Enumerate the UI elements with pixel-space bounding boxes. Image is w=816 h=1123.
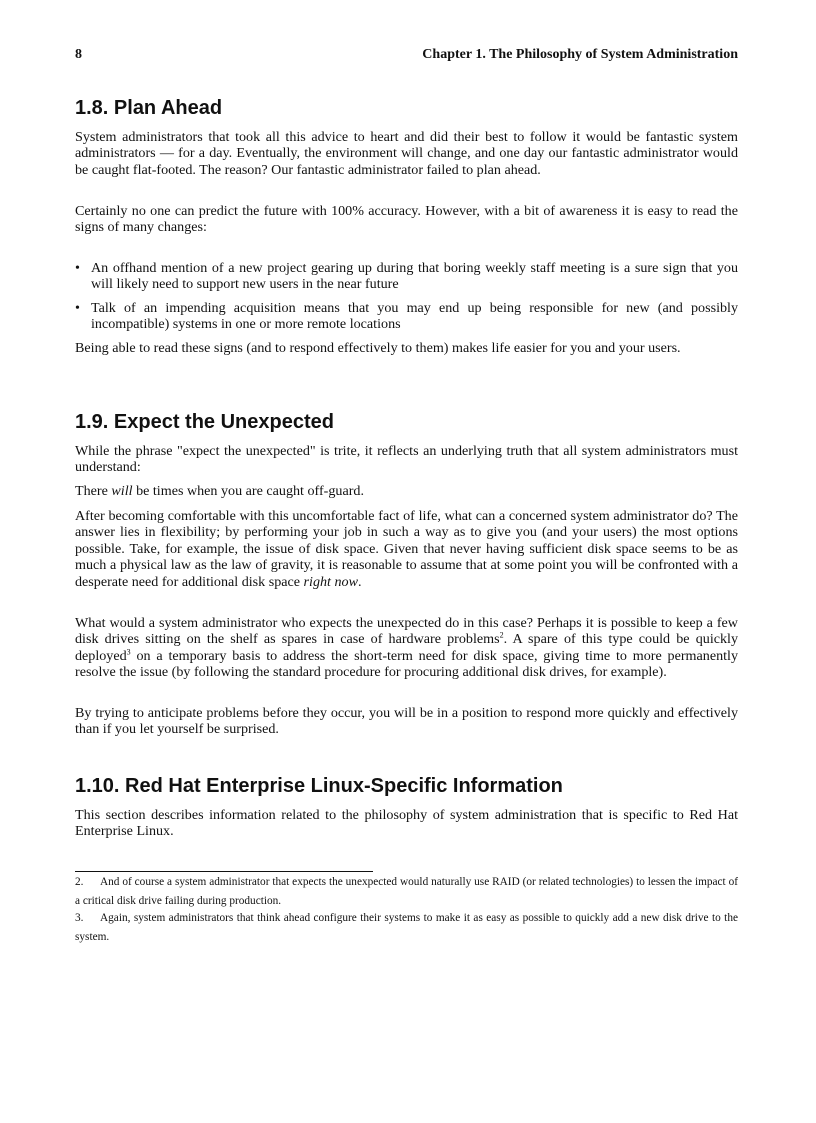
section-heading-rhel-specific: 1.10. Red Hat Enterprise Linux-Specific Information: [75, 775, 563, 797]
footnote-number: 3.: [75, 912, 84, 924]
paragraph: Being able to read these signs (and to respond effectively to them) makes life easier for you and your users.: [75, 340, 681, 356]
document-page: [75, 0, 738, 1123]
bullet-icon: •: [75, 260, 80, 276]
text-run: . A spare of this type could be quickly deployed: [75, 631, 739, 664]
footnote-text: Again, system administrators that think ahead configure their systems to make it as easy as possible to quickly add a new disk drive to the system.: [75, 912, 738, 943]
section-heading-plan-ahead: 1.8. Plan Ahead: [75, 97, 223, 119]
bullet-list: [75, 260, 738, 340]
list-item: [75, 260, 738, 293]
footnote-ref[interactable]: 3: [126, 647, 131, 657]
paragraph: [75, 508, 738, 590]
list-item-text: Talk of an impending acquisition means that you may end up being responsible for new (and possibly incompatible) systems in one or more remote locations: [91, 299, 738, 333]
page-number: 8: [75, 47, 82, 62]
text-run: be times when you are caught off-guard.: [132, 483, 364, 499]
text-run: There: [75, 483, 112, 499]
bullet-icon: •: [75, 299, 80, 316]
text-run: What would a system administrator who expects the unexpected do in this case? Perhaps it is possible to keep a few disk drives sitting on the shelf as spares in case of hardware problems: [75, 615, 738, 648]
list-item-text: An offhand mention of a new project gearing up during that boring weekly staff meeting is a sure sign that you will likely need to support new users in the near future: [91, 260, 738, 293]
list-item: [75, 300, 738, 333]
section-heading-expect-unexpected: 1.9. Expect the Unexpected: [75, 411, 334, 433]
footnote-number: 2.: [75, 876, 84, 888]
paragraph: While the phrase "expect the unexpected" is trite, it reflects an underlying truth that all system administrators must understand:: [75, 443, 738, 476]
paragraph: This section describes information related to the philosophy of system administration that is specific to Red Hat Enterprise Linux.: [75, 807, 738, 840]
paragraph: Certainly no one can predict the future with 100% accuracy. However, with a bit of awareness it is easy to read the signs of many changes:: [75, 203, 738, 236]
paragraph: System administrators that took all this advice to heart and did their best to follow it would be fantastic system administrators — for a day. Eventually, the environment will change, and one day our fantastic administrator would be caught flat-footed. The reason? Our fantastic administrator failed to plan ahead.: [75, 129, 738, 178]
emphasis: right now: [303, 573, 358, 590]
running-header: [75, 47, 738, 67]
footnote: [75, 873, 738, 911]
footnote-ref[interactable]: 2: [499, 630, 504, 640]
text-run: on a temporary basis to address the short-term need for disk space, giving time to more permanently resolve the issue (by following the standard procedure for procuring additional disk drives, for example).: [75, 647, 738, 681]
paragraph: By trying to anticipate problems before they occur, you will be in a position to respond more quickly and effectively than if you let yourself be surprised.: [75, 705, 738, 738]
footnote: [75, 909, 738, 947]
paragraph: [75, 615, 738, 681]
text-run: After becoming comfortable with this uncomfortable fact of life, what can a concerned system administrator do? The answer lies in flexibility; by performing your job in such a way as to give you (and your users) the most options possible. Take, for example, the issue of disk space. Given that never having sufficient disk space seems to be as much a physical law as the law of gravity, it is reasonable to assume that at some point you will be confronted with a desperate need for additional disk space: [75, 508, 738, 590]
text-run: .: [357, 573, 362, 590]
footnote-divider: [75, 871, 373, 872]
footnote-text: And of course a system administrator that expects the unexpected would naturally use RAID (or related technologies) to lessen the impact of a critical disk drive failing during production.: [75, 876, 738, 907]
paragraph: [75, 483, 738, 499]
emphasis: will: [111, 483, 133, 499]
chapter-title: Chapter 1. The Philosophy of System Administration: [422, 47, 738, 62]
